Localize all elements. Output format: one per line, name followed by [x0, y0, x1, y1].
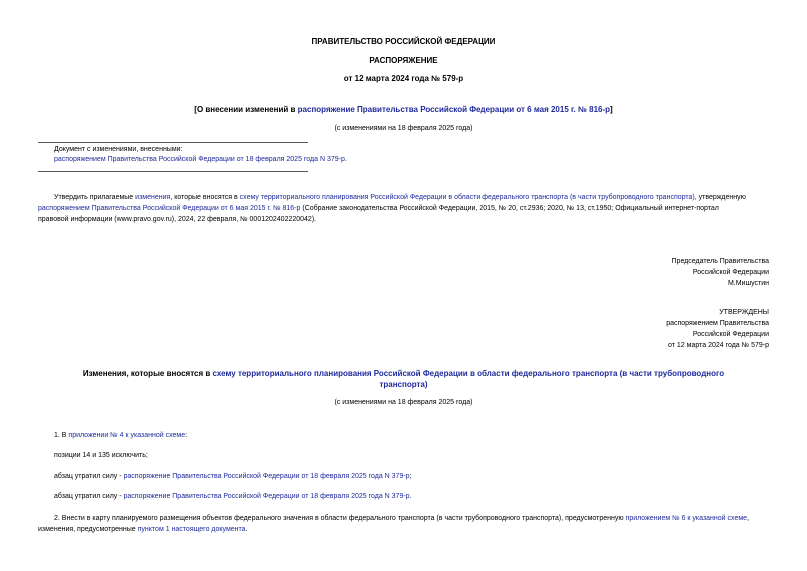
item-text: :: [185, 432, 188, 439]
item-text: .: [409, 493, 412, 500]
appendix-4-link[interactable]: приложении № 4 к указанной схеме: [68, 432, 186, 439]
section-scheme-link-cont[interactable]: транспорта): [379, 380, 428, 389]
item-text: 1. В: [54, 432, 69, 439]
section-title-text: Изменения, которые вносятся в: [82, 369, 213, 378]
item-1: [54, 431, 187, 442]
main-para-line3: правовой информации (www.pravo.gov.ru), 2024, 22 февраля, № 0001202402220042).: [38, 216, 317, 223]
main-para-text: Утвердить прилагаемые: [54, 194, 136, 201]
section-title: [0, 368, 807, 390]
item-text: 2. Внести в карту планируемого размещения объектов федерального значения в области федерального транспорта (в части трубопроводного транспорта), предусмотренную: [54, 515, 626, 522]
divider-top: [38, 142, 308, 143]
changes-link[interactable]: изменения: [135, 194, 171, 201]
item-text: абзац утратил силу -: [54, 473, 124, 480]
edition-note: (с изменениями на 18 февраля 2025 года): [334, 125, 473, 132]
approved-block: [666, 307, 769, 351]
signature-line3: М.Мишустин: [727, 280, 769, 287]
changes-note-end: .: [344, 156, 347, 163]
item-text: .: [245, 526, 248, 533]
doc-date-number: от 12 марта 2024 года № 579-р: [343, 74, 464, 83]
signature-line1: Председатель Правительства: [671, 258, 769, 265]
item-text: абзац утратил силу -: [54, 493, 124, 500]
item-2-line1: [54, 514, 749, 525]
divider-bottom: [38, 171, 308, 172]
signature-block: [672, 256, 769, 289]
approved-line4: от 12 марта 2024 года № 579-р: [668, 342, 769, 349]
item-1b: [54, 472, 412, 483]
approved-line3: Российской Федерации: [692, 331, 769, 338]
item-2-line2: [38, 525, 248, 536]
signature-line2: Российской Федерации: [692, 269, 769, 276]
changes-note-link-line: [54, 155, 347, 166]
doc-title: [0, 105, 807, 114]
order-379-link[interactable]: распоряжение Правительства Российской Федерации от 18 февраля 2025 года N 379-р: [123, 493, 410, 500]
main-para-text: (Собрание законодательства Российской Федерации, 2015, № 20, ст.2936; 2020, № 13, ст.1950; Официальный интернет-портал: [300, 205, 719, 212]
order-816-link[interactable]: распоряжением Правительства Российской Федерации от 6 мая 2015 г. № 816-р: [38, 205, 301, 212]
main-para-text: , которые вносятся в: [170, 194, 240, 201]
main-para-text: , утвержденную: [694, 194, 746, 201]
appendix-6-link[interactable]: приложением № 6 к указанной схеме: [625, 515, 748, 522]
main-para-line2: [38, 204, 719, 215]
title-close: ]: [610, 105, 613, 114]
doc-type: РАСПОРЯЖЕНИЕ: [369, 56, 438, 65]
main-para-line1: [54, 193, 746, 204]
item-1c: [54, 492, 412, 503]
changes-note-link[interactable]: распоряжением Правительства Российской Федерации от 18 февраля 2025 года N 379-р: [54, 156, 345, 163]
item-text: ;: [409, 473, 412, 480]
approved-line1: УТВЕРЖДЕНЫ: [719, 309, 769, 316]
scheme-link[interactable]: схему территориального планирования Российской Федерации в области федерального транспорта (в части трубопроводного транспорта): [239, 194, 695, 201]
approved-line2: распоряжением Правительства: [666, 320, 769, 327]
item-text: изменения, предусмотренные: [38, 526, 138, 533]
org-name: ПРАВИТЕЛЬСТВО РОССИЙСКОЙ ФЕДЕРАЦИИ: [311, 37, 496, 46]
section-scheme-link[interactable]: схему территориального планирования Российской Федерации в области федерального транспорта (в части трубопроводного: [212, 369, 725, 378]
title-link[interactable]: распоряжение Правительства Российской Федерации от 6 мая 2015 г. № 816-р: [297, 105, 611, 114]
order-379-link[interactable]: распоряжение Правительства Российской Федерации от 18 февраля 2025 года N 379-р: [123, 473, 410, 480]
title-open: [О внесении изменений в: [194, 105, 298, 114]
section-edition-note: (с изменениями на 18 февраля 2025 года): [334, 399, 473, 406]
item-1a: позиции 14 и 135 исключить;: [54, 452, 148, 459]
point-1-link[interactable]: пунктом 1 настоящего документа: [137, 526, 246, 533]
item-text: ,: [747, 515, 750, 522]
changes-note-line1: Документ с изменениями, внесенными:: [54, 146, 183, 153]
